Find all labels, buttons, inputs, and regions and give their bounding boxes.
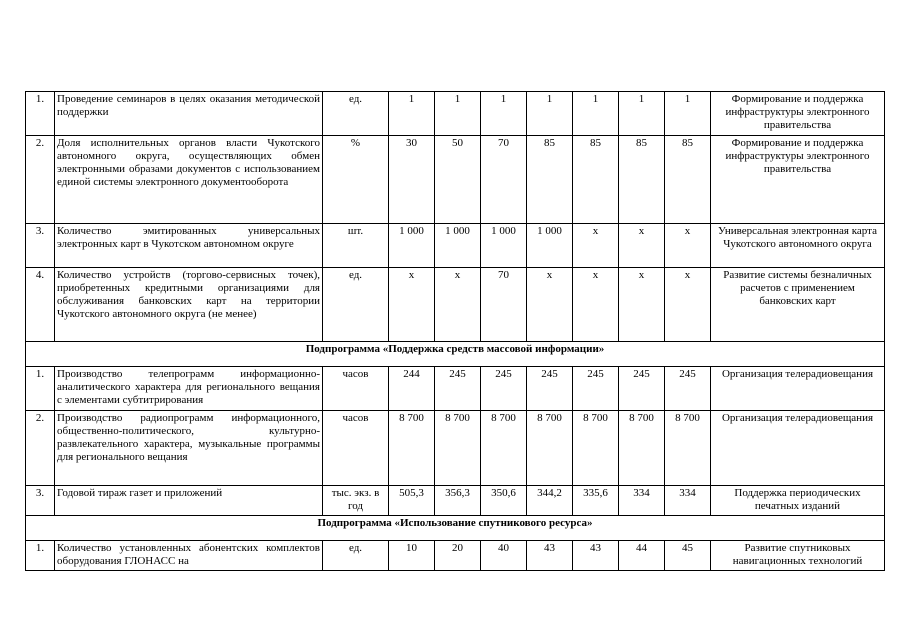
section-header-row [26, 516, 885, 541]
result-cell: Организация телерадиовещания [711, 367, 885, 411]
value-cell: 1 000 [435, 224, 481, 268]
unit-cell: ед. [323, 268, 389, 342]
value-cell: 1 [619, 92, 665, 136]
value-cell: 43 [573, 541, 619, 571]
value-cell: 8 700 [527, 411, 573, 486]
indicator-name: Годовой тираж газет и приложений [55, 486, 323, 516]
value-cell: 44 [619, 541, 665, 571]
table-row [26, 486, 885, 516]
value-cell: 8 700 [389, 411, 435, 486]
row-number: 1. [26, 92, 55, 136]
indicator-name: Количество устройств (торгово-сервисных точек), приобретенных кредитными организациями для обслуживания банковских карт на территории Чукотского автономного округа (не менее) [55, 268, 323, 342]
value-cell: 1 [435, 92, 481, 136]
row-number: 2. [26, 411, 55, 486]
value-cell: 85 [619, 136, 665, 224]
unit-cell: шт. [323, 224, 389, 268]
section-title: Подпрограмма «Использование спутникового ресурса» [26, 516, 885, 541]
value-cell: 8 700 [435, 411, 481, 486]
value-cell: 1 000 [481, 224, 527, 268]
value-cell: 85 [527, 136, 573, 224]
value-cell: 70 [481, 136, 527, 224]
unit-cell: часов [323, 411, 389, 486]
row-number: 1. [26, 541, 55, 571]
value-cell: 334 [619, 486, 665, 516]
section-title: Подпрограмма «Поддержка средств массовой информации» [26, 342, 885, 367]
table-row [26, 411, 885, 486]
table-row [26, 224, 885, 268]
table-body [26, 92, 885, 571]
value-cell: 244 [389, 367, 435, 411]
value-cell: 1 [665, 92, 711, 136]
unit-cell: часов [323, 367, 389, 411]
table-row [26, 136, 885, 224]
row-number: 1. [26, 367, 55, 411]
value-cell: х [665, 268, 711, 342]
value-cell: 356,3 [435, 486, 481, 516]
value-cell: 334 [665, 486, 711, 516]
unit-cell: % [323, 136, 389, 224]
value-cell: 1 [527, 92, 573, 136]
row-number: 2. [26, 136, 55, 224]
value-cell: 245 [481, 367, 527, 411]
value-cell: 8 700 [573, 411, 619, 486]
result-cell: Формирование и поддержка инфраструктуры электронного правительства [711, 136, 885, 224]
value-cell: 1 [389, 92, 435, 136]
indicator-name: Производство радиопрограмм информационного, общественно-политического, культурно-развлекательного характера, музыкальные программы для регионального вещания [55, 411, 323, 486]
row-number: 4. [26, 268, 55, 342]
value-cell: 10 [389, 541, 435, 571]
result-cell: Универсальная электронная карта Чукотского автономного округа [711, 224, 885, 268]
section-header-row [26, 342, 885, 367]
indicator-name: Доля исполнительных органов власти Чукотского автономного округа, осуществляющих обмен электронными образами документов с использованием единой системы электронного документооборота [55, 136, 323, 224]
value-cell: 8 700 [619, 411, 665, 486]
table-row [26, 541, 885, 571]
value-cell: 245 [573, 367, 619, 411]
value-cell: 8 700 [665, 411, 711, 486]
value-cell: 70 [481, 268, 527, 342]
indicator-name: Количество установленных абонентских комплектов оборудования ГЛОНАСС на [55, 541, 323, 571]
value-cell: 1 [481, 92, 527, 136]
value-cell: 43 [527, 541, 573, 571]
result-cell: Формирование и поддержка инфраструктуры электронного правительства [711, 92, 885, 136]
value-cell: 20 [435, 541, 481, 571]
value-cell: х [573, 224, 619, 268]
unit-cell: тыс. экз. в год [323, 486, 389, 516]
value-cell: 245 [619, 367, 665, 411]
value-cell: х [619, 224, 665, 268]
indicator-name: Количество эмитированных универсальных электронных карт в Чукотском автономном округе [55, 224, 323, 268]
value-cell: 245 [435, 367, 481, 411]
indicator-name: Проведение семинаров в целях оказания методической поддержки [55, 92, 323, 136]
value-cell: 350,6 [481, 486, 527, 516]
result-cell: Организация телерадиовещания [711, 411, 885, 486]
value-cell: 45 [665, 541, 711, 571]
value-cell: х [665, 224, 711, 268]
table-row [26, 268, 885, 342]
value-cell: 1 000 [389, 224, 435, 268]
value-cell: 85 [573, 136, 619, 224]
value-cell: 1 [573, 92, 619, 136]
value-cell: 40 [481, 541, 527, 571]
value-cell: 505,3 [389, 486, 435, 516]
value-cell: х [435, 268, 481, 342]
value-cell: х [527, 268, 573, 342]
value-cell: х [573, 268, 619, 342]
value-cell: 245 [665, 367, 711, 411]
value-cell: 245 [527, 367, 573, 411]
row-number: 3. [26, 224, 55, 268]
value-cell: х [389, 268, 435, 342]
value-cell: 344,2 [527, 486, 573, 516]
indicator-name: Производство телепрограмм информационно-аналитического характера для регионального вещания с элементами субтитрирования [55, 367, 323, 411]
value-cell: 8 700 [481, 411, 527, 486]
unit-cell: ед. [323, 541, 389, 571]
value-cell: 335,6 [573, 486, 619, 516]
table-row [26, 92, 885, 136]
table-row [26, 367, 885, 411]
value-cell: 30 [389, 136, 435, 224]
unit-cell: ед. [323, 92, 389, 136]
value-cell: х [619, 268, 665, 342]
value-cell: 1 000 [527, 224, 573, 268]
row-number: 3. [26, 486, 55, 516]
result-cell: Развитие системы безналичных расчетов с применением банковских карт [711, 268, 885, 342]
value-cell: 85 [665, 136, 711, 224]
indicators-table [25, 91, 885, 571]
result-cell: Развитие спутниковых навигационных технологий [711, 541, 885, 571]
value-cell: 50 [435, 136, 481, 224]
result-cell: Поддержка периодических печатных изданий [711, 486, 885, 516]
